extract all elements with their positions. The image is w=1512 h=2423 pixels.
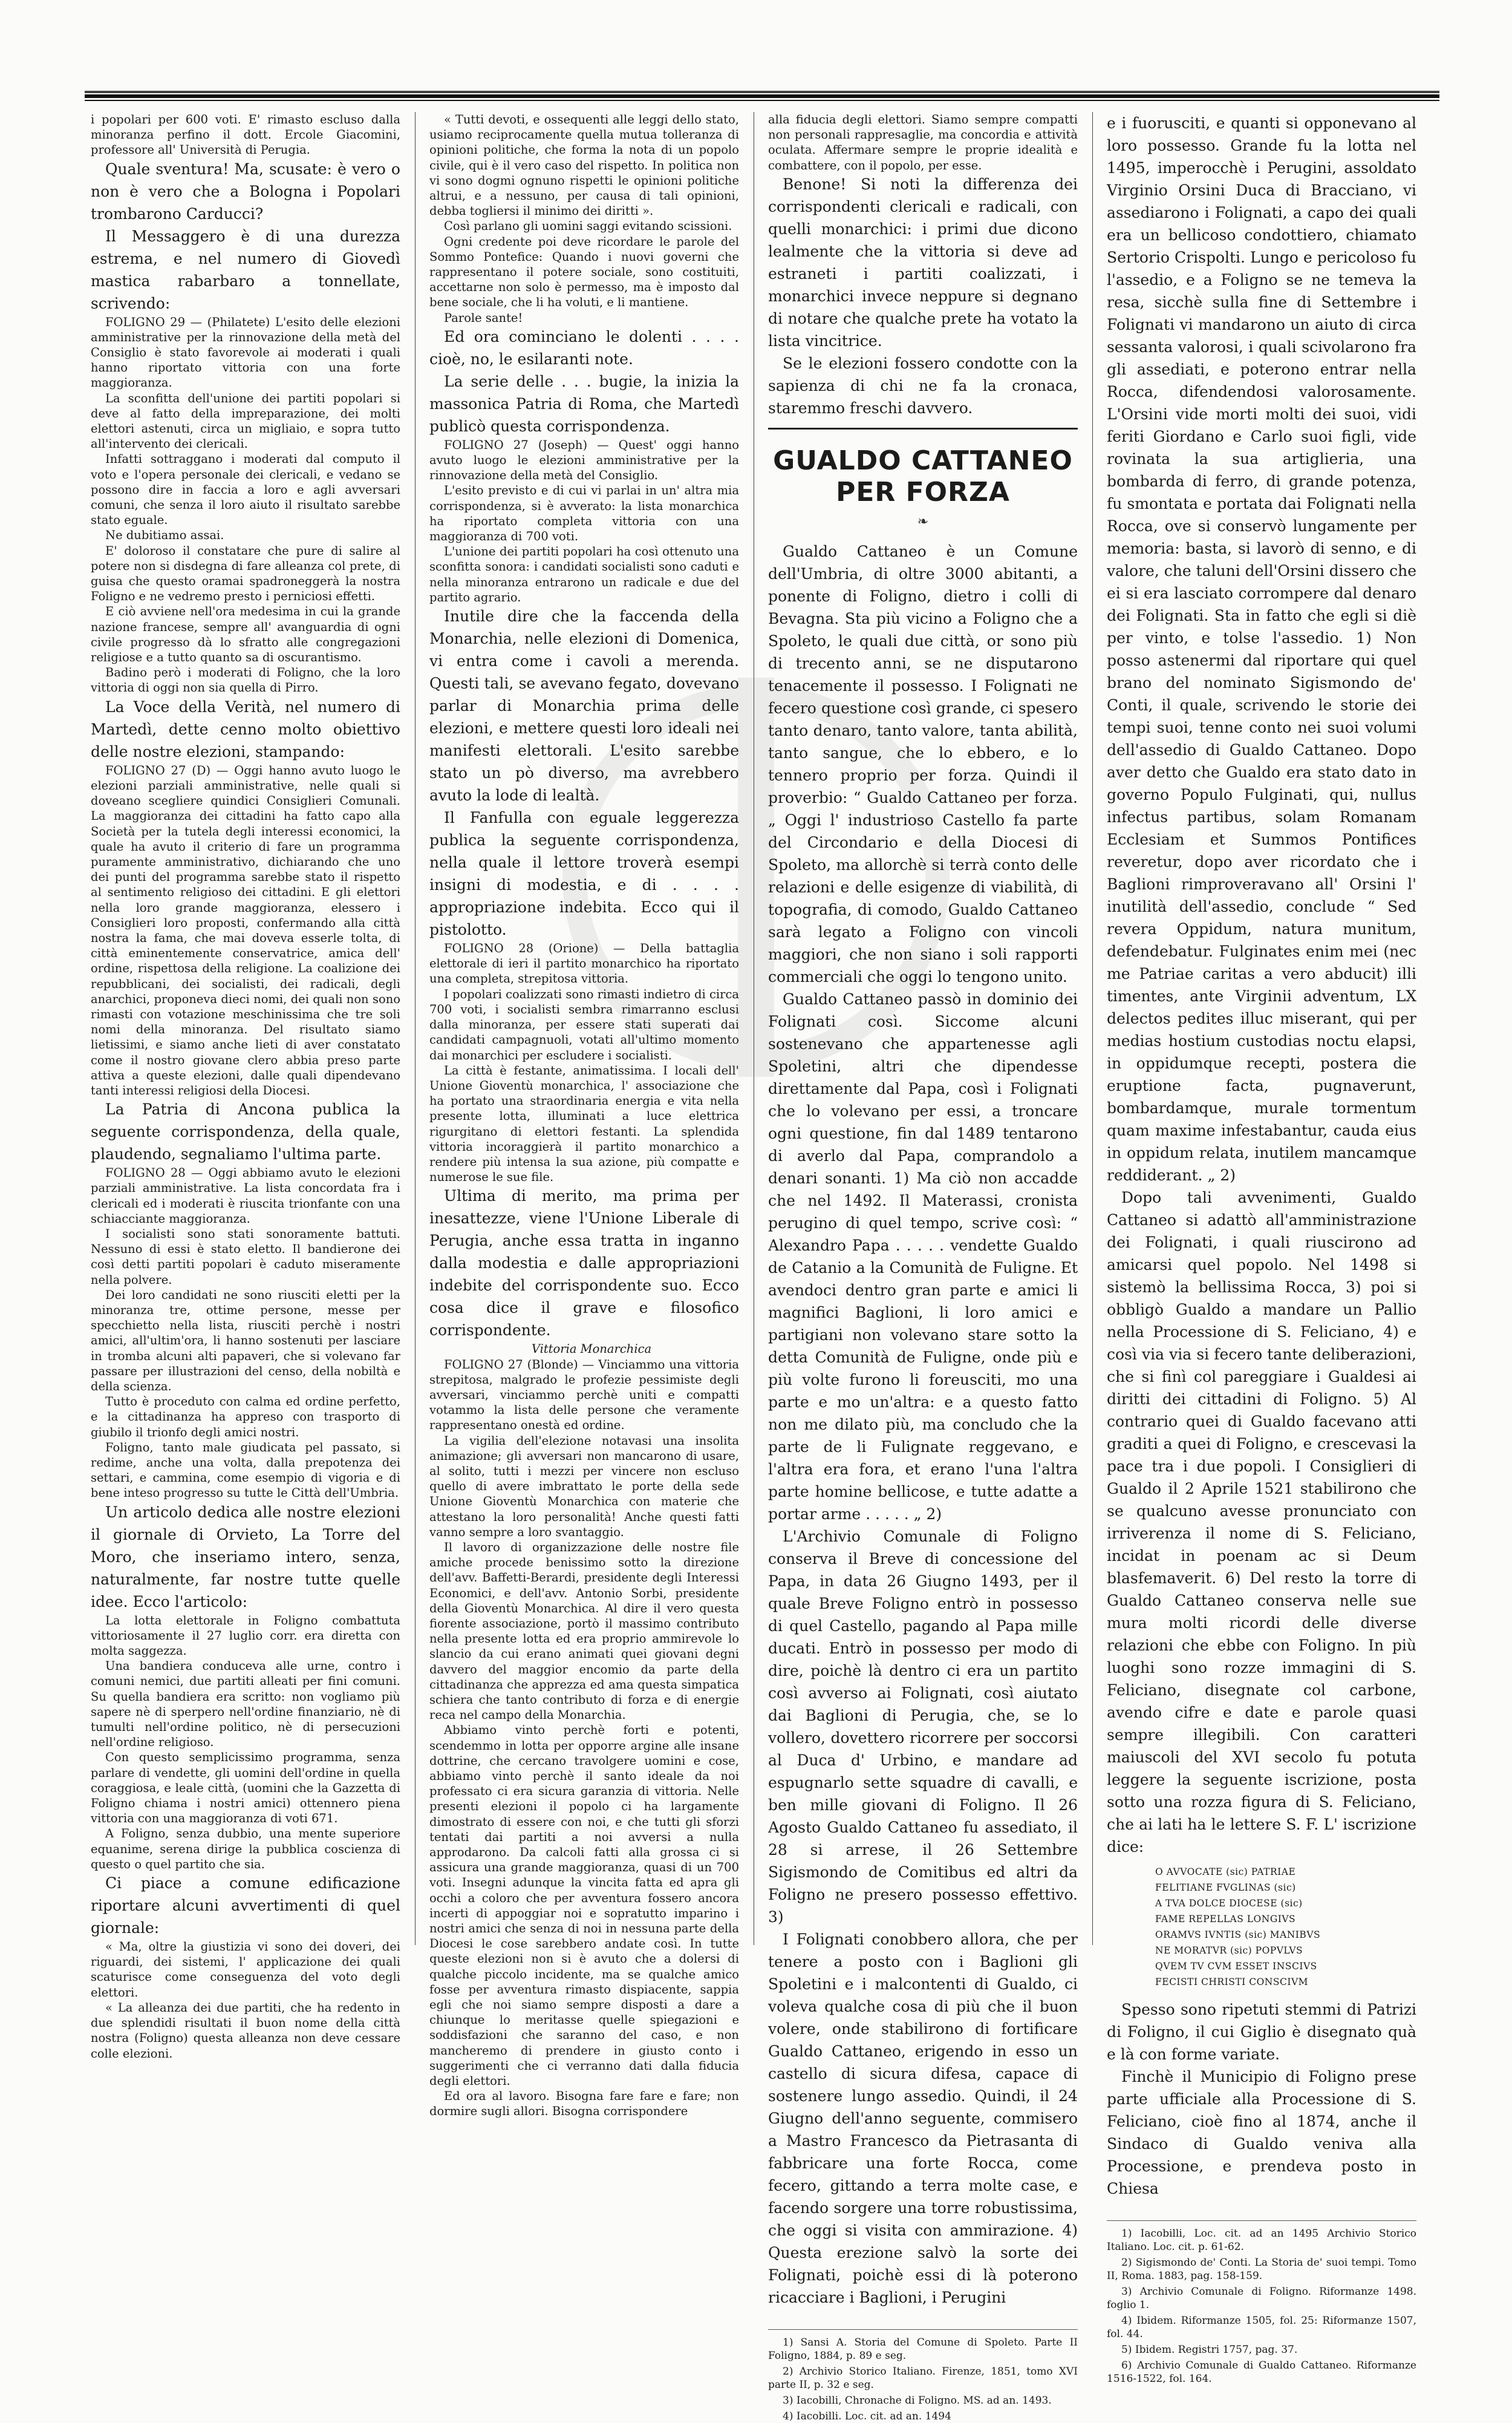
paragraph: Una bandiera conduceva alle urne, contro i comuni nemici, due partiti alleati per fini comuni. Su quella bandiera era scritto: non vogliamo più sapere nè di sperpero nell'ordine finanziario, nè di tumulti nell'ordine politico, nè di persecuzioni nell'ordine religioso. xyxy=(91,1659,400,1750)
paragraph: Un articolo dedica alle nostre elezioni il giornale di Orvieto, La Torre del Moro, che inseriamo intero, senza, naturalmente, far nostre tutte quelle idee. Ecco l'articolo: xyxy=(91,1503,400,1610)
paragraph: Tutto è proceduto con calma ed ordine perfetto, e la cittadinanza ha appreso con trasporto di giubilo il trionfo degli amici nostri. xyxy=(91,1395,400,1439)
inscription-line: O AVVOCATE (sic) PATRIAE xyxy=(1155,1866,1296,1877)
paragraph: Con questo semplicissimo programma, senza parlare di vendette, gli uomini dell'ordine in quella coraggiosa, e leale città, (uomini che la Gazzetta di Foligno chiama i nostri amici) ottennero piena vittoria con una maggioranza di voti 671. xyxy=(91,1750,400,1826)
paragraph: L'Archivio Comunale di Foligno conserva il Breve di concessione del Papa, in data 26 Giugno 1493, per il quale Breve Foligno entrò in possesso di quel Castello, pagando al Papa mille ducati. Entrò in possesso per modo di dire, poichè là dentro ci era un partito così avverso ai Folignati, così aiutato dai Baglioni di Perugia, che, se lo vollero, dovettero ricorrere per soccorsi al Duca d' Urbino, e mandare ad espugnarlo sette squadre di cavalli, e ben mille giovani di Foligno. Il 26 Agosto Gualdo Cattaneo fu assediato, il 28 si arrese, il 26 Settembre Sigismondo de Comitibus ed altri da Foligno ne presero possesso effettivo. 3) xyxy=(768,1528,1078,1926)
inscription-line: FELITIANE FVGLINAS (sic) xyxy=(1155,1882,1296,1893)
paragraph: La lotta elettorale in Foligno combattuta vittoriosamente il 27 luglio corr. era diretta con molta saggezza. xyxy=(91,1613,400,1658)
paragraph: Ultima di merito, ma prima per inesattezze, viene l'Unione Liberale di Perugia, anche essa tratta in inganno dalla modestia e dalle appropriazioni indebite del corrispondente suo. Ecco cosa dice il grave e filosofico corrispondente. xyxy=(429,1187,739,1339)
column-1 xyxy=(91,112,400,2061)
paragraph: alla fiducia degli elettori. Siamo sempre compatti non personali rappresaglie, ma concordia e attività oculata. Affermare sempre le proprie idealità e combattere, con il popolo, per esse. xyxy=(768,113,1078,172)
paragraph: Quale sventura! Ma, scusate: è vero o non è vero che a Bologna i Popolari trombarono Carducci? xyxy=(91,160,400,223)
paragraph: Abbiamo vinto perchè forti e potenti, scendemmo in lotta per opporre argine alle insane dottrine, che cercano travolgere uomini e cose, abbiamo vinto perchè il santo ideale da noi professato ci era sicura garanzia di vittoria. Nelle presenti elezioni il popolo ci ha largamente dimostrato di essere con noi, e che tutti gli sforzi tentati dai partiti a noi avversi a nulla approdarono. Da calcoli fatti alla grossa ci si assicura una grande maggioranza, quasi di un 700 voti. Insegni adunque la vincita fatta ed apra gli occhi a coloro che per avventura fossero ancora incerti di appoggiar noi e sopratutto imparino i nostri amici che senza di noi in nessuna parte della Diocesi le cose sarebbero andate così. In tutte queste elezioni non si è avuto che a dolersi di qualche piccolo incidente, ma se qualche amico fosse per avventura rimasto dispiacente, sappia egli che noi siamo sempre disposti a dare a chiunque lo meritasse quelle spiegazioni e soddisfazioni che saranno del caso, e non mancheremo di prendere in giusto conto i suggerimenti che ci verranno dati dalla fiducia degli elettori. xyxy=(429,1723,739,2088)
inscription-line: FECISTI CHRISTI CONSCIVM xyxy=(1155,1977,1309,1987)
paragraph: FOLIGNO 29 — (Philatete) L'esito delle elezioni amministrative per la rinnovazione della metà del Consiglio è stato favorevole ai moderati i quali hanno riportato vittoria con una forte maggioranza. xyxy=(91,315,400,390)
paragraph: « La alleanza dei due partiti, che ha redento in due splendidi risultati il buon nome della città nostra (Foligno) questa alleanza non deve cessare colle elezioni. xyxy=(91,2000,400,2061)
inscription xyxy=(1155,1864,1416,1990)
header-rule xyxy=(85,94,1439,101)
paragraph: I popolari coalizzati sono rimasti indietro di circa 700 voti, i socialisti sembra rimarranno esclusi dalla minoranza, per essere stati superati dai candidati campagnuoli, votati all'ultimo momento dai monarchici per escludere i socialisti. xyxy=(429,987,739,1062)
footnote: 1) Iacobilli, Loc. cit. ad an 1495 Archivio Storico Italiano. Loc. cit. p. 61-62. xyxy=(1107,2228,1416,2253)
paragraph: Ci piace a comune edificazione riportare alcuni avvertimenti di quel giornale: xyxy=(91,1874,400,1937)
flourish-ornament: ❧ xyxy=(917,514,929,529)
paragraph: Ed ora al lavoro. Bisogna fare fare e fare; non dormire sugli allori. Bisogna corrispondere xyxy=(429,2089,739,2119)
paragraph: Il Messaggero è di una durezza estrema, e nel numero di Giovedì mastica rabarbaro a tonnellate, scrivendo: xyxy=(91,227,400,312)
paragraph: Il Fanfulla con eguale leggerezza publica la seguente corrispondenza, nella quale il lettore troverà esempi insigni di modestia, e di . . . . appropriazione indebita. Ecco qui il pistolotto. xyxy=(429,809,739,939)
paragraph: L'esito previsto e di cui vi parlai in un' altra mia corrispondenza, si è avverato: la lista monarchica ha riportato completa vittoria con una maggioranza di 700 voti. xyxy=(429,483,739,544)
subheading: Vittoria Monarchica xyxy=(531,1342,652,1356)
inscription-line: FAME REPELLAS LONGIVS xyxy=(1155,1914,1296,1924)
paragraph: La sconfitta dell'unione dei partiti popolari si deve al fatto della impreparazione, dei molti elettori astenuti, circa un migliaio, e sopra tutto all'intervento dei clericali. xyxy=(91,391,400,451)
paragraph: L'unione dei partiti popolari ha così ottenuto una sconfitta sonora: i candidati socialisti sono caduti e nella minoranza entrarono un radicale e due del partito agrario. xyxy=(429,544,739,604)
footnote: 4) Ibidem. Riformanze 1505, fol. 25: Riformanze 1507, fol. 44. xyxy=(1107,2315,1416,2340)
footnote: 2) Sigismondo de' Conti. La Storia de' suoi tempi. Tomo II, Roma. 1883, pag. 158-159. xyxy=(1107,2257,1416,2282)
paragraph: Benone! Si noti la differenza dei corrispondenti clericali e radicali, con quelli monarchici: i primi due dicono lealmente che la vittoria si deve ad estraneti i partiti coalizzati, i monarchici invece neppure si degnano di notare che qualche prete ha votato la lista vincitrice. xyxy=(768,175,1078,350)
section-heading: GUALDO CATTANEO PER FORZA xyxy=(773,445,1073,508)
paragraph: Inutile dire che la faccenda della Monarchia, nelle elezioni di Domenica, vi entra come i cavoli a merenda. Questi tali, se avevano fegato, dovevano parlar di Monarchia prima delle elezioni, e mettere questi loro ideali nei manifesti elettorali. L'esito sarebbe stato un pò diverso, ma avrebbero avuto la lode di lealtà. xyxy=(429,607,739,805)
inscription-line: A TVA DOLCE DIOCESE (sic) xyxy=(1155,1898,1303,1909)
column-divider xyxy=(1092,112,1093,1945)
header-rule-thin xyxy=(85,91,1439,93)
paragraph: Badino però i moderati di Foligno, che la loro vittoria di oggi non sia quella di Pirro. xyxy=(91,665,400,695)
paragraph: e i fuorusciti, e quanti si opponevano al loro possesso. Grande fu la lotta nel 1495, imperocchè i Perugini, assoldato Virginio Orsini Duca di Bracciano, vi assediarono i Folignati, a capo dei quali era un bellicoso condottiero, chiamato Sertorio Crispolti. Lungo e pericoloso fu l'assedio, e a Foligno se ne temeva la resa, sicchè sulla fine di Settembre i Folignati vi mandarono un aiuto di circa sessanta valorosi, i quali scivolarono fra gli assediati, e poterono entrar nella Rocca, difendendosi valorosamente. L'Orsini vide morti molti dei suoi, vidi feriti Giordano e Carlo suoi figli, vide rovinata la sua artiglieria, una bombarda di ferro, di grande potenza, fu smontata e portata dai Folignati nella Rocca, ove si conservò lungamente per memoria: basta, si lavorò di senno, e di valore, che taluni dell'Orsini dissero che ei si era lasciato corrompere dal denaro dei Folignati. Sta in fatto che egli si diè per vinto, e tolse l'assedio. 1) Non posso astenermi dal riportare qui quel brano del nominato Sigismondo de' Conti, il quale, scrivendo le storie dei tempi suoi, tenne conto nei suoi volumi dell'assedio di Gualdo Cattaneo. Dopo aver detto che Gualdo era stato dato in governo Populo Fulginati, qui, nullus infectus partibus, solam Romanam Ecclesiam et Summos Pontifices reveretur, dopo aver ricordato che i Baglioni rimproveravano all' Orsini l' inutilità dell'assedio, conclude “ Sed revera Oppidum, natura munitum, defendebatur. Fulginates enim mei (nec me Patriae caritas a vero abducit) illi timentes, ante Virginii adventum, LX delectos pedites illuc miserant, qui per medias hostium custodias noctu elapsi, in oppidumque recepti, postera die eruptione facta, pugnaverunt, bombardamque, murale tormentum quam maxime infestabantur, cauda eius in oppidum relata, inutilem mancamque reddiderant. „ 2) xyxy=(1107,114,1416,1184)
paragraph: « Ma, oltre la giustizia vi sono dei doveri, dei riguardi, dei sistemi, l' applicazione dei quali scaturisce come conseguenza del voto degli elettori. xyxy=(91,1940,400,2000)
footnotes xyxy=(1107,2220,1416,2385)
column-2 xyxy=(429,112,739,2119)
footnote: 3) Iacobilli, Chronache di Foligno. MS. ad an. 1493. xyxy=(783,2395,1052,2407)
paragraph: Ed ora cominciano le dolenti . . . . cioè, no, le esilaranti note. xyxy=(429,327,739,368)
footnote: 4) Iacobilli. Loc. cit. ad an. 1494 xyxy=(783,2410,951,2423)
paragraph: Così parlano gli uomini saggi evitando scissioni. xyxy=(444,219,732,234)
paragraph: FOLIGNO 27 (Joseph) — Quest' oggi hanno avuto luogo le elezioni amministrative per la rinnovazione della metà del Consiglio. xyxy=(429,437,739,483)
paragraph: Dei loro candidati ne sono riusciti eletti per la minoranza tre, ottime persone, messe per specchietto nella lista, riusciti perchè i nostri amici, all'ultim'ora, li hanno sostenuti per lasciare in tromba alcuni alti papaveri, che si volevano far passare per illustrazioni del censo, della nobiltà e della scienza. xyxy=(91,1287,400,1393)
footnote: 3) Archivio Comunale di Foligno. Riformanze 1498. foglio 1. xyxy=(1107,2286,1416,2311)
paragraph: Dopo tali avvenimenti, Gualdo Cattaneo si adattò all'amministrazione dei Folignati, i quali riuscirono ad amicarsi quel popolo. Nel 1498 si sistemò la bellissima Rocca, 3) poi si obbligò Gualdo a mandare un Pallio nella Processione di S. Feliciano, 4) e così via via si fecero tante deliberazioni, che si finì col pareggiare i Gualdesi ai diritti dei cittadini di Foligno. 5) Al contrario quei di Gualdo facevano atti graditi a quei di Foligno, e crescevasi la pace tra i due popoli. I Consiglieri di Gualdo il 2 Aprile 1521 stabilirono che se qualcuno avesse pronunciato con irriverenza il nome di S. Feliciano, incidat in poenam ac si Deum blasfemaverit. 6) Del resto la torre di Gualdo Cattaneo conserva nelle sue mura molti ricordi delle diverse relazioni che ebbe con Foligno. In più luoghi sono rozze immagini di S. Feliciano, disegnate col carbone, avendo cifre e date e parole quasi sempre illegibili. Con caratteri maiuscoli del XVI secolo fu potuta leggere la seguente iscrizione, posta sotto una rozza figura di S. Feliciano, che ai lati ha le lettere S. F. L' iscrizione dice: xyxy=(1107,1189,1416,1856)
paragraph: A Foligno, senza dubbio, una mente superiore equanime, serena dirige la pubblica coscienza di questo o quel partito che sia. xyxy=(91,1826,400,1871)
paragraph: Parole sante! xyxy=(444,310,523,325)
paragraph: FOLIGNO 27 (Blonde) — Vinciammo una vittoria strepitosa, malgrado le profezie pessimiste degli avversari, vinciammo perchè uniti e compatti votammo la lista delle persone che veramente rappresentano onestà ed ordine. xyxy=(429,1357,739,1433)
paragraph: i popolari per 600 voti. E' rimasto escluso dalla minoranza perfino il dott. Ercole Giacomini, professore all' Università di Perugia. xyxy=(91,113,400,157)
paragraph: FOLIGNO 27 (D) — Oggi hanno avuto luogo le elezioni parziali amministrative, nelle quali si doveano scegliere quindici Consiglieri Comunali. La maggioranza dei cittadini ha fatto capo alla Società per la tutela degli interessi economici, la quale ha avuto il criterio di fare un programma puramente amministrativo, dichiarando che uno dei punti del programma sarebbe stato il rispetto al sentimento religioso dei cittadini. E gli elettori nella loro grande maggioranza, elessero i Consiglieri loro proposti, confermando alla città nostra la fama, che mai doveva esserle tolta, di città eminentemente conservatrice, amica dell' ordine, rispettosa della religione. La coalizione dei repubblicani, dei socialisti, dei radicali, degli anarchici, proponeva dieci nomi, dei quali non sono rimasti con votazione meschinissima che tre soli nomi della minoranza. Del risultato siamo lietissimi, e siamo anche lieti di aver constatato come il nostro giovane clero abbia preso parte attiva a queste elezioni, dalle quali dipendevano tanti interessi religiosi della Diocesi. xyxy=(91,763,400,1097)
paragraph: I socialisti sono stati sonoramente battuti. Nessuno di essi è stato eletto. Il bandierone dei così detti partiti popolari è caduto miseramente nella polvere. xyxy=(91,1226,400,1287)
paragraph: Ogni credente poi deve ricordare le parole del Sommo Pontefice: Quando i nuovi governi che rappresentano il potere sociale, sono costituiti, accettarne non solo è permesso, ma è imposto dal bene sociale, che li ha voluti, e li mantiene. xyxy=(429,234,739,310)
paragraph: E' doloroso il constatare che pure di salire al potere non si disdegna di fare alleanza col prete, di guisa che questo oramai spadroneggerà la nostra Foligno e ne vedremo presto i perniciosi effetti. xyxy=(91,543,400,604)
paragraph: Il lavoro di organizzazione delle nostre file amiche procede benissimo sotto la direzione dell'avv. Baffetti-Berardi, presidente degli Interessi Economici, e dell'avv. Antonio Sorbi, presidente della Gioventù Monarchica. Al dire il vero questa fiorente associazione, portò il massimo contributo nella presente lotta ed era proprio ammirevole lo slancio da cui erano animati quei giovani degni davvero del maggior encomio da parte della cittadinanza che apprezza ed ama questa simpatica schiera che tanto contributo di forza e di energie reca nel campo della Monarchia. xyxy=(429,1540,739,1722)
paragraph: Foligno, tanto male giudicata pel passato, si redime, anche una volta, dalla prepotenza dei settari, e cammina, come esempio di vigoria e di bene inteso progresso su tutte le Città dell'Umbria. xyxy=(91,1440,400,1500)
inscription-line: QVEM TV CVM ESSET INSCIVS xyxy=(1155,1961,1317,1972)
paragraph: FOLIGNO 28 (Orione) — Della battaglia elettorale di ieri il partito monarchico ha riportato una completa, strepitosa vittoria. xyxy=(429,941,739,986)
footnote: 6) Archivio Comunale di Gualdo Cattaneo. Riformanze 1516-1522, fol. 164. xyxy=(1107,2359,1416,2385)
paragraph: Finchè il Municipio di Foligno prese parte ufficiale alla Processione di S. Feliciano, cioè fino al 1874, anche il Sindaco di Gualdo veniva alla Processione, e prendeva posto in Chiesa xyxy=(1107,2068,1416,2197)
paragraph: La Voce della Verità, nel numero di Martedì, dette cenno molto obiettivo delle nostre elezioni, stampando: xyxy=(91,698,400,760)
footnote: 5) Ibidem. Registri 1757, pag. 37. xyxy=(1121,2344,1298,2356)
section-rule xyxy=(768,428,1078,430)
paragraph: Gualdo Cattaneo passò in dominio dei Folignati così. Siccome alcuni sostenevano che appartenesse agli Spoletini, altri che dipendesse direttamente dal Papa, così i Folignati che lo volevano per essi, a troncare ogni questione, fin dal 1489 tentarono di averlo dal Papa, comprandolo a denari sonanti. 1) Ma ciò non accadde che nel 1492. Il Materassi, cronista perugino di quel tempo, scrive così: “ Alexandro Papa . . . . . vendette Gualdo de Catanio a la Comunità de Fuligne. Et avendoci dentro gran parte e amici li magnifici Baglioni, li loro amici e partigiani non volevano stare sotto la detta Comunità de Fuligne, onde più e più volte furono li foreusciti, mo una parte e mo un'altra: e a questo fatto non me dilato più, ma concludo che la parte de li Fulignate reggevano, e l'altra era fora, et erano l'una l'altra parte homine bellicose, e tutte adatte a portar arme . . . . . „ 2) xyxy=(768,990,1078,1523)
paragraph: La serie delle . . . bugie, la inizia la massonica Patria di Roma, che Martedì publicò questa corrispondenza. xyxy=(429,372,739,435)
paragraph: I Folignati conobbero allora, che per tenere a posto con i Baglioni gli Spoletini e i malcontenti di Gualdo, ci voleva qualche cosa di più che il buon volere, onde stabilirono di fortificare Gualdo Cattaneo, erigendo in esso un castello di sicura difesa, capace di sostenere lungo assedio. Quindi, il 24 Giugno dell'anno seguente, commisero a Mastro Francesco da Pietrasanta di fabbricare una forte Rocca, come fecero, gittando a terra molte case, e facendo sorgere una torre robustissima, che oggi si visita con ammirazione. 4) Questa erezione salvò la sorte dei Folignati, poichè essi di là poterono ricacciare i Baglioni, i Perugini xyxy=(768,1931,1078,2307)
paragraph: La vigilia dell'elezione notavasi una insolita animazione; gli avversari non mancarono di usare, al solito, tutti i mezzi per vincere non escluso quello di avere imbrattato le porte della sede Unione Gioventù Monarchica con materie che attestano la loro personalità! Anche questi fatti vanno sempre a loro svantaggio. xyxy=(429,1433,739,1539)
paragraph: Ne dubitiamo assai. xyxy=(105,528,224,543)
paragraph: Infatti sottraggano i moderati dal computo il voto e l'opera personale dei clericali, e vedano se possono dire in faccia a loro e agli avversari comuni, che senza il loro aiuto il risultato sarebbe stato eguale. xyxy=(91,452,400,528)
paragraph: Spesso sono ripetuti stemmi di Patrizi di Foligno, il cui Giglio è disegnato quà e là con forme variate. xyxy=(1107,2001,1416,2063)
paragraph: « Tutti devoti, e ossequenti alle leggi dello stato, usiamo reciprocamente quella mutua tolleranza di opinioni politiche, che forma la nota di un popolo civile, qui è il vero caso del rispetto. In politica non vi sono dogmi ognuno rispetti le opinioni politiche altrui, e a nessuno, per causa di tali opinioni, debba togliersi il minimo dei diritti ». xyxy=(429,113,739,218)
paragraph: E ciò avviene nell'ora medesima in cui la grande nazione francese, sempre all' avanguardia di ogni civile progresso dà lo sfratto alle congregazioni religiose e a tutto quanto sa di oscurantismo. xyxy=(91,604,400,665)
paragraph: FOLIGNO 28 — Oggi abbiamo avuto le elezioni parziali amministrative. La lista concordata fra i clericali ed i moderati è riuscita trionfante con una schiacciante maggioranza. xyxy=(91,1166,400,1226)
inscription-line: ORAMVS IVNTIS (sic) MANIBVS xyxy=(1155,1929,1321,1940)
footnote: 2) Archivio Storico Italiano. Firenze, 1851, tomo XVI parte II, p. 32 e seg. xyxy=(768,2366,1078,2392)
paragraph: Gualdo Cattaneo è un Comune dell'Umbria, di oltre 3000 abitanti, a ponente di Foligno, dietro i colli di Bevagna. Sta più vicino a Foligno che a Spoleto, le quali due città, or sono più di trecento anni, se ne disputarono tenacemente il possesso. I Folignati ne fecero questione così grande, ci spesero tanto denaro, tanto valore, tanta abilità, tanto sangue, che lo ebbero, e lo tennero proprio per forza. Quindi il proverbio: “ Gualdo Cattaneo per forza. „ Oggi l' industrioso Castello fa parte del Circondario e della Diocesi di Spoleto, ma allorchè si terrà conto delle relazioni e delle esigenze di viabilità, di topografia, di comodo, Gualdo Cattaneo sarà legato a Foligno con vincoli maggiori, che non siano i soli rapporti commerciali che oggi lo tengono unito. xyxy=(768,543,1078,986)
paragraph: La Patria di Ancona publica la seguente corrispondenza, della quale, plaudendo, segnaliamo l'ultima parte. xyxy=(91,1100,400,1163)
column-3 xyxy=(768,112,1078,2423)
footnote: 1) Sansi A. Storia del Comune di Spoleto. Parte II Foligno, 1884, p. 89 e seg. xyxy=(768,2336,1078,2363)
inscription-line: NE MORATVR (sic) POPVLVS xyxy=(1155,1945,1303,1956)
newspaper-columns xyxy=(91,112,1421,2423)
paragraph: La città è festante, animatissima. I locali dell' Unione Gioventù monarchica, l' associazione che ha portato una straordinaria energia e vita nella presente lotta, illuminati a luce elettrica rigurgitano di elettori festanti. La splendida vittoria incoraggierà il partito monarchico a rendere più intensa la sua azione, più compatte e numerose le sue file. xyxy=(429,1063,739,1185)
column-4 xyxy=(1107,112,1416,2385)
footnotes xyxy=(768,2329,1078,2423)
paragraph: Se le elezioni fossero condotte con la sapienza di chi ne fa la cronaca, staremmo freschi davvero. xyxy=(768,354,1078,417)
